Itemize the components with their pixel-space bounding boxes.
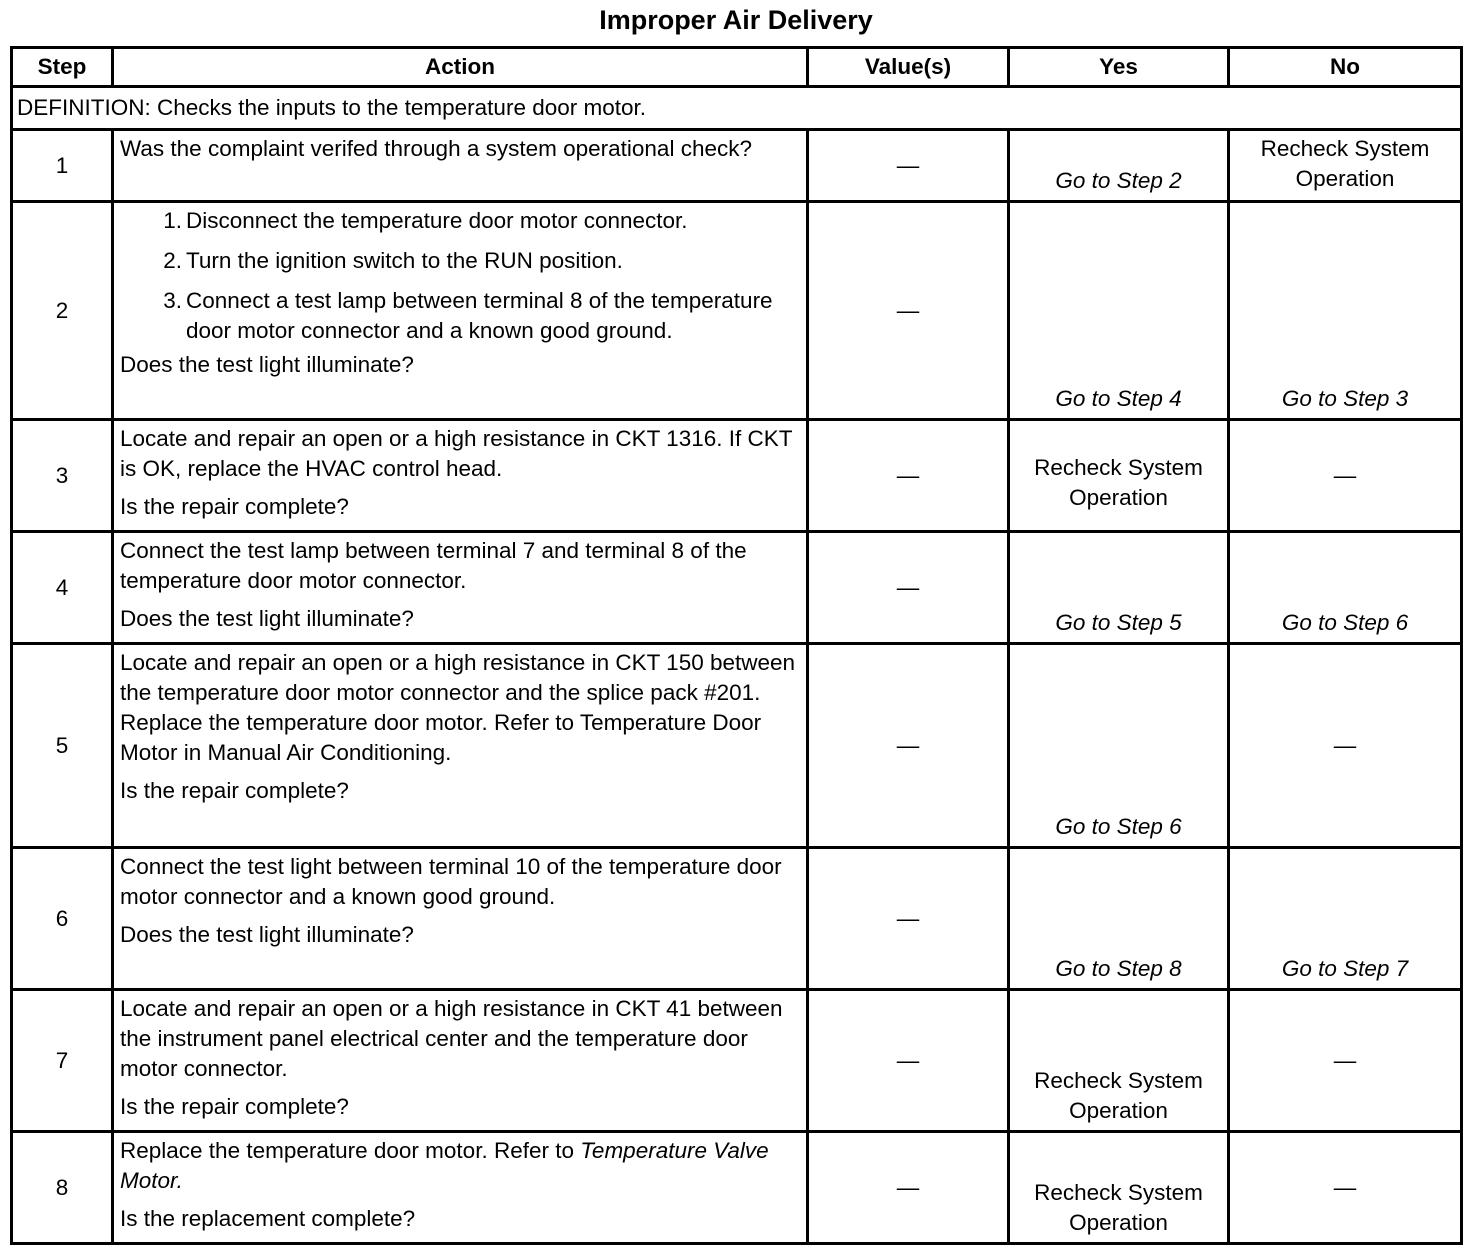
no-cell: — — [1229, 990, 1462, 1132]
header-values: Value(s) — [808, 48, 1009, 87]
value-cell: — — [808, 532, 1009, 644]
yes-cell: Go to Step 4 — [1009, 202, 1229, 420]
action-text — [113, 420, 808, 532]
action-instruction: Locate and repair an open or a high resistance in CKT 1316. If CKT is OK, replace the HVAC control head. — [120, 426, 793, 481]
value-cell: — — [808, 990, 1009, 1132]
action-question: Is the repair complete? — [120, 1094, 349, 1119]
yes-cell: Recheck System Operation — [1009, 420, 1229, 532]
yes-cell: Go to Step 5 — [1009, 532, 1229, 644]
document-title: Improper Air Delivery — [599, 5, 873, 35]
action-question: Is the repair complete? — [120, 494, 349, 519]
action-instruction: Locate and repair an open or a high resistance in CKT 41 between the instrument panel electrical center and the temperature door motor connector. — [120, 996, 783, 1081]
action-question: Does the test light illuminate? — [120, 606, 414, 631]
value-cell: — — [808, 848, 1009, 990]
step-number: 3 — [12, 420, 113, 532]
table-row — [12, 202, 1462, 420]
action-instruction: Connect the test lamp between terminal 7 and terminal 8 of the temperature door motor connector. — [120, 538, 747, 593]
step-number: 6 — [12, 848, 113, 990]
step-number: 4 — [12, 532, 113, 644]
action-question: Does the test light illuminate? — [120, 922, 414, 947]
action-question: Does the test light illuminate? — [120, 352, 414, 377]
table-row — [12, 130, 1462, 202]
value-cell: — — [808, 644, 1009, 848]
header-yes: Yes — [1009, 48, 1229, 87]
no-cell: Go to Step 6 — [1229, 532, 1462, 644]
header-no: No — [1229, 48, 1462, 87]
action-instruction: Replace the temperature door motor. Refer to Temperature Valve Motor. — [120, 1138, 769, 1193]
action-question: Is the repair complete? — [120, 778, 349, 803]
value-cell: — — [808, 130, 1009, 202]
table-row — [12, 644, 1462, 848]
value-cell: — — [808, 420, 1009, 532]
table-row — [12, 532, 1462, 644]
procedure-list — [120, 206, 800, 346]
no-cell: — — [1229, 644, 1462, 848]
definition-text: DEFINITION: Checks the inputs to the temperature door motor. — [12, 87, 1462, 130]
table-row — [12, 420, 1462, 532]
action-text — [113, 202, 808, 420]
table-row — [12, 990, 1462, 1132]
action-instruction: Locate and repair an open or a high resistance in CKT 150 between the temperature door motor connector and the splice pack #201. Replace the temperature door motor. Refer to Temperature Door Motor in Manual Air Conditioning. — [120, 650, 796, 765]
table-row — [12, 1132, 1462, 1244]
action-question: Is the replacement complete? — [120, 1206, 416, 1231]
yes-cell: Recheck System Operation — [1009, 1132, 1229, 1244]
diagnostic-table — [10, 46, 1463, 1245]
table-row — [12, 848, 1462, 990]
no-cell: — — [1229, 1132, 1462, 1244]
step-number: 2 — [12, 202, 113, 420]
action-question: Was the complaint verifed through a system operational check? — [120, 136, 752, 161]
action-text — [113, 644, 808, 848]
action-text — [113, 990, 808, 1132]
step-number: 7 — [12, 990, 113, 1132]
list-item: 1. Disconnect the temperature door motor connector. — [163, 208, 688, 233]
action-text — [113, 848, 808, 990]
header-action: Action — [113, 48, 808, 87]
action-instruction: Connect the test light between terminal 10 of the temperature door motor connector and a known good ground. — [120, 854, 782, 909]
yes-cell: Go to Step 6 — [1009, 644, 1229, 848]
no-cell: — — [1229, 420, 1462, 532]
action-text — [113, 532, 808, 644]
value-cell: — — [808, 1132, 1009, 1244]
definition-row — [12, 87, 1462, 130]
step-number: 5 — [12, 644, 113, 848]
list-item: 3. Connect a test lamp between terminal 8 of the temperature door motor connector and a known good ground. — [163, 288, 773, 343]
manual-reference: Temperature Valve Motor. — [120, 1138, 769, 1193]
no-cell: Recheck System Operation — [1229, 130, 1462, 202]
header-row — [12, 48, 1462, 87]
list-item: 2. Turn the ignition switch to the RUN position. — [163, 248, 623, 273]
header-step: Step — [12, 48, 113, 87]
no-cell: Go to Step 7 — [1229, 848, 1462, 990]
yes-cell: Go to Step 2 — [1009, 130, 1229, 202]
step-number: 1 — [12, 130, 113, 202]
value-cell: — — [808, 202, 1009, 420]
action-text — [113, 1132, 808, 1244]
yes-cell: Go to Step 8 — [1009, 848, 1229, 990]
step-number: 8 — [12, 1132, 113, 1244]
yes-cell: Recheck System Operation — [1009, 990, 1229, 1132]
action-text — [113, 130, 808, 202]
no-cell: Go to Step 3 — [1229, 202, 1462, 420]
